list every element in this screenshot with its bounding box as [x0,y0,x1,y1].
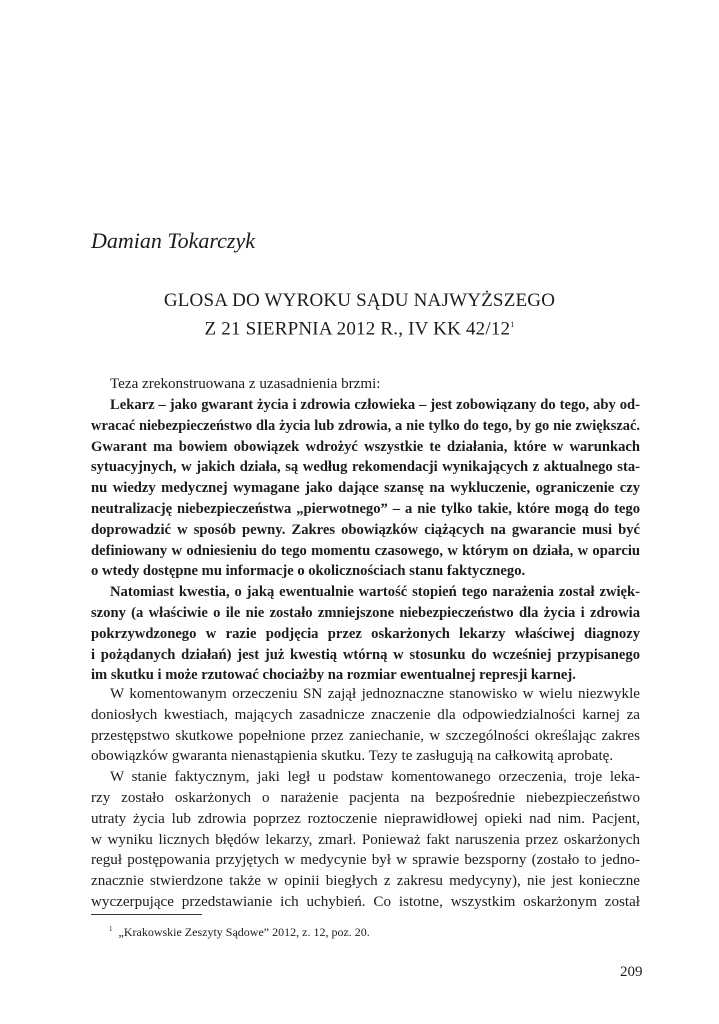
body-line: wyczerpujące przedstawianie ich uchybień. Co istotne, wszystkim oskarżonym został [91,893,640,910]
thesis-line: doprowadzić w sposób pewny. Zakres obowiązków ciążących na gwarancie musi być [91,521,640,538]
intro-block [91,374,640,395]
footnote [109,925,370,940]
body-line: utraty życia lub zdrowia poprzez roztoczenie nieprawidłowej opieki nad nim. Pacjent, [91,810,640,827]
thesis-line: definiowany w odniesieniu do tego momentu czasowego, w którym on działa, w oparciu [91,542,640,559]
body-line: doniosłych kwestiach, mających zasadnicze znaczenie dla odpowiedzialności karnej za [91,706,640,723]
thesis-line: neutralizację niebezpieczeństwa „pierwotnego” – a nie tylko takie, które mogą do tego [91,500,640,517]
body-line: W komentowanym orzeczeniu SN zajął jednoznaczne stanowisko w wielu niezwykle [110,686,640,702]
body-line: rzy zostało oskarżonych o narażenie pacjenta na bezpośrednie niebezpieczeństwo [91,789,640,806]
author-name: Damian Tokarczyk [91,228,255,253]
article-title-line-2-text: Z 21 SIERPNIA 2012 R., IV KK 42/12 [204,318,511,340]
article-title-line-1: GLOSA DO WYROKU SĄDU NAJWYŻSZEGO [163,290,556,311]
footnote-divider [91,914,202,915]
intro-line: Teza zrekonstruowana z uzasadnienia brzmi: [110,376,381,392]
footnote-mark: 1 [109,925,113,933]
thesis-line: wracać niebezpieczeństwo dla życia lub zdrowia, a nie tylko do tego, by go nie zwiększać. [91,417,640,434]
body-line: reguł postępowania przyjętych w medycynie był w sprawie bezsporny (zostało to jedno- [91,852,640,869]
footnote-text: „Krakowskie Zeszyty Sądowe” 2012, z. 12, poz. 20. [118,925,370,939]
body-line: znacznie stwierdzone także w opinii biegłych z zakresu medycyny), nie jest konieczne [91,873,640,890]
body-line: przestępstwo skutkowe popełnione przez zaniechanie, w szczególności określając zakres [91,727,640,744]
thesis-line: nu wiedzy medycznej wymagane jako dające szansę na wykluczenie, ograniczenie czy [91,480,640,497]
article-title-line-2 [91,313,628,341]
page-number: 209 [620,964,643,980]
thesis-line: Natomiast kwestia, o jaką ewentualnie wartość stopień tego narażenia został zwięk- [110,584,640,601]
thesis-line: sytuacyjnych, w jakich działa, są według rekomendacji wynikających z aktualnego sta- [91,459,640,476]
thesis-line: im skutku i może rzutować chociażby na rozmiar ewentualnej represji karnej. [91,667,576,684]
thesis-line: szony (a właściwie o ile nie zostało zmniejszone niebezpieczeństwo dla życia i zdrowia [91,604,640,621]
thesis-block [91,395,640,686]
thesis-line: Gwarant ma bowiem obowiązek wdrożyć wszystkie te działania, które w warunkach [91,438,640,455]
thesis-line: i pożądanych działań) jest już kwestią wtórną w stosunku do wcześniej przypisanego [91,646,640,663]
thesis-line: o wtedy dostępne mu informacje o okolicznościach stanu faktycznego. [91,563,526,580]
body-block [91,684,640,913]
thesis-line: pokrzywdzonego w razie podjęcia przez oskarżonych lekarzy właściwej diagnozy [91,625,640,642]
thesis-line: Lekarz – jako gwarant życia i zdrowia człowieka – jest zobowiązany do tego, aby od- [110,397,640,413]
title-footnote-mark: 1 [510,320,515,329]
body-line: w wyniku licznych błędów lekarzy, zmarł. Ponieważ fakt naruszenia przez oskarżonych [91,831,640,848]
body-line: W stanie faktycznym, jaki legł u podstaw komentowanego orzeczenia, troje leka- [110,769,640,786]
body-line: obowiązków gwaranta nienastąpienia skutku. Tezy te zasługują na całkowitą aprobatę. [91,748,614,765]
